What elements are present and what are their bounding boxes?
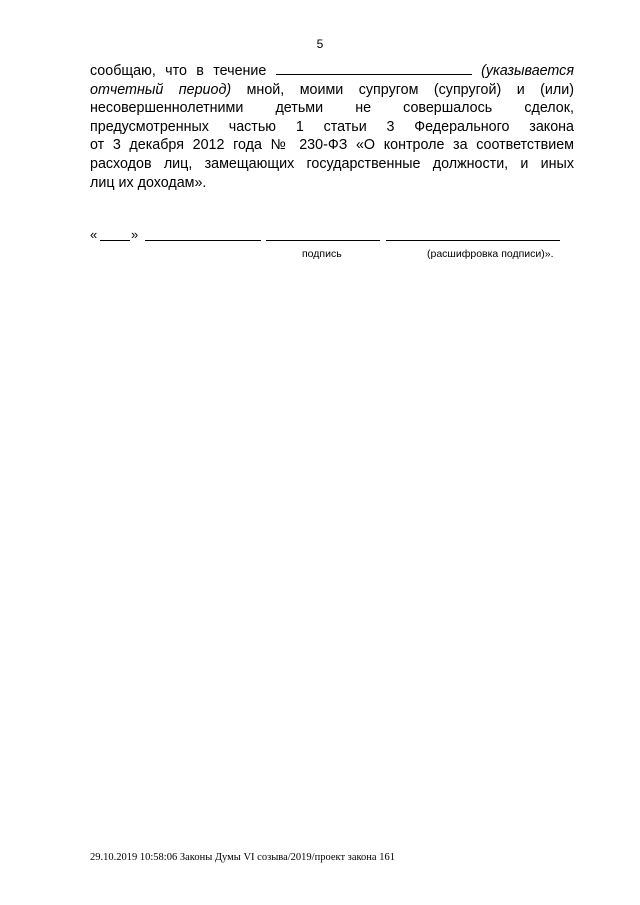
text-line-5: от 3 декабря 2012 года № 230-ФЗ «О контроле за соответствием [90, 137, 574, 154]
period-blank [276, 62, 472, 75]
open-quote: « [90, 227, 98, 242]
page-number: 5 [316, 37, 324, 51]
text-line-1 [90, 62, 574, 81]
caption-signature: подпись [302, 248, 342, 260]
signature-decoding-line [386, 240, 560, 241]
text-line-2-italic: отчетный период) [90, 81, 232, 98]
text-line-4: предусмотренных частью 1 статьи 3 Федерального закона [90, 118, 574, 135]
caption-decoding: (расшифровка подписи)». [427, 248, 554, 260]
text-line-2 [90, 81, 574, 100]
day-blank [100, 240, 130, 241]
text-line-6: расходов лиц, замещающих государственные должности, и иных [90, 155, 574, 172]
text-line-2-rest: мной, моими супругом (супругой) и (или) [246, 81, 574, 98]
signature-row [90, 227, 580, 247]
signature-line [266, 240, 380, 241]
text-line-3: несовершеннолетними детьми не совершалось сделок, [90, 100, 574, 117]
close-quote: » [131, 227, 139, 242]
document-footer: 29.10.2019 10:58:06 Законы Думы VI созыва/2019/проект закона 161 [90, 852, 395, 863]
text-line-1-start: сообщаю, что в течение [90, 63, 267, 79]
month-year-line [145, 240, 261, 241]
text-line-1-italic: (указывается [481, 63, 574, 79]
text-line-7: лиц их доходам». [90, 174, 207, 191]
statement-text [90, 62, 574, 192]
